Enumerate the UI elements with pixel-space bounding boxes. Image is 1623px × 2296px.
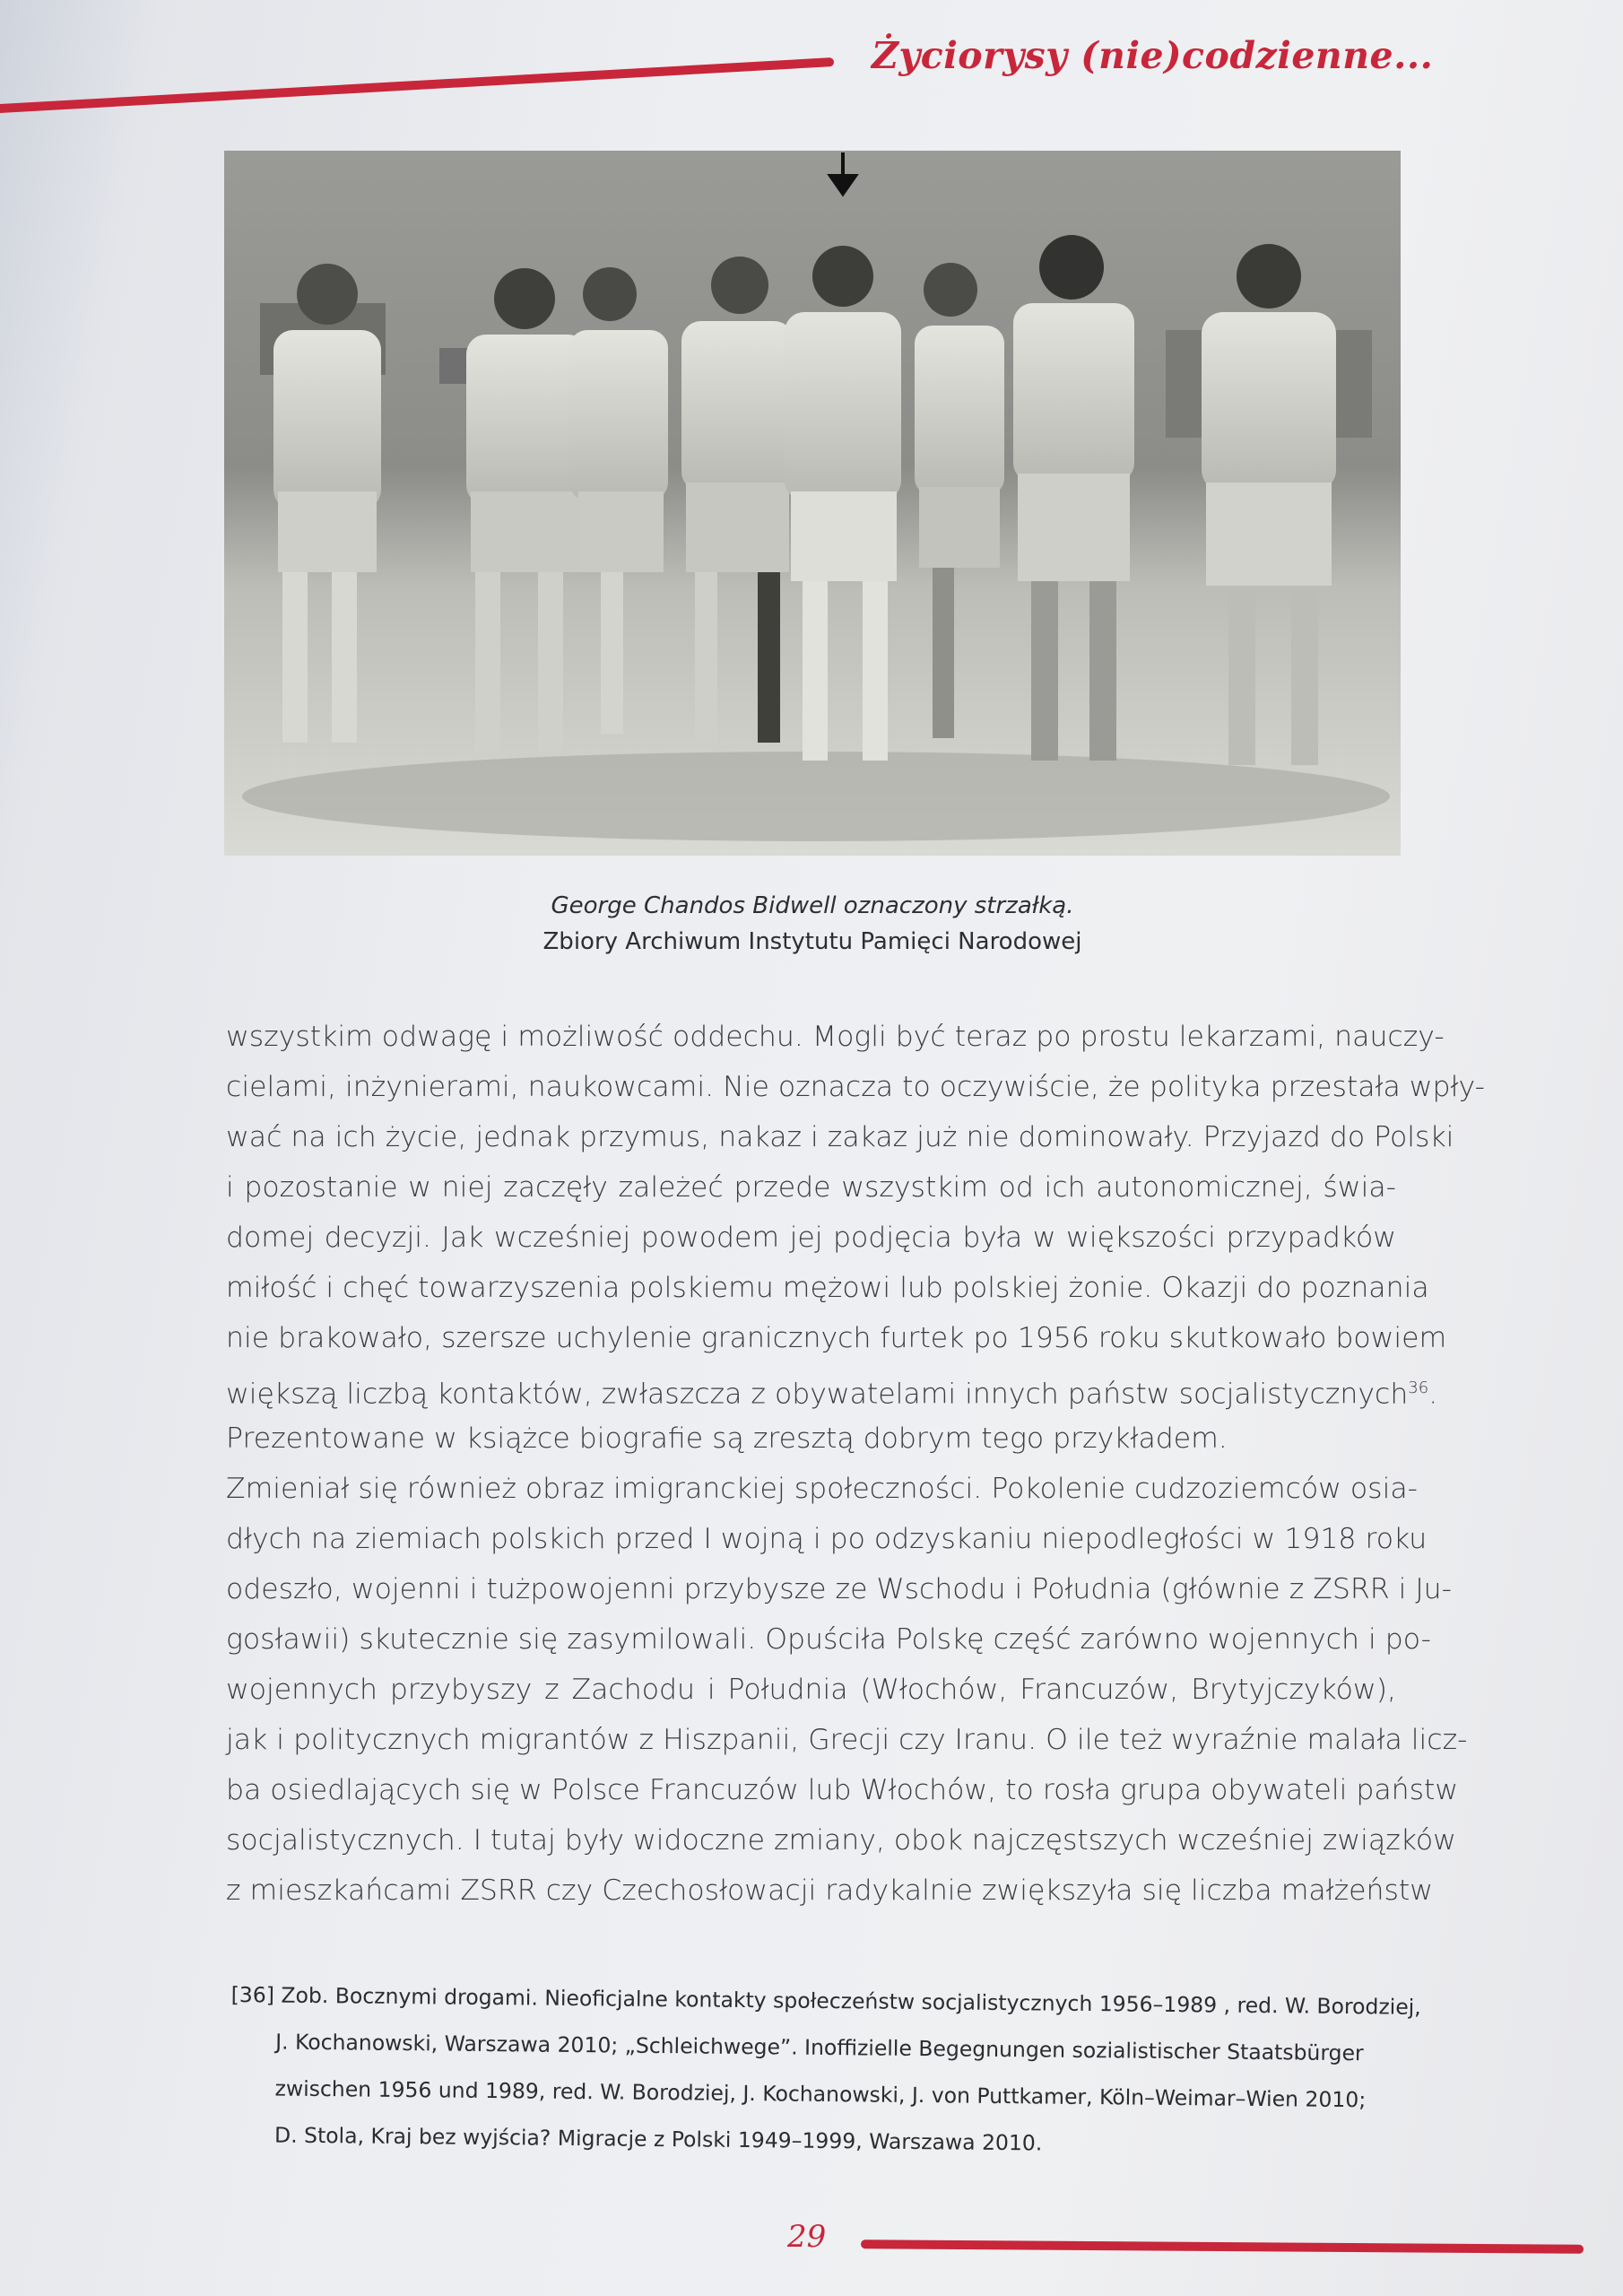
header-rule (0, 57, 834, 115)
body-line: i pozostanie w niej zaczęły zależeć przede wszystkim od ich autonomicznej, świa- (226, 1171, 1396, 1204)
body-line: domej decyzji. Jak wcześniej powodem jej podjęcia była w większości przypadków (226, 1222, 1396, 1254)
body-line: wojennych przybyszy z Zachodu i Południa (Włochów, Francuzów, Brytyjczyków), (226, 1674, 1396, 1706)
body-line: socjalistycznych. I tutaj były widoczne zmiany, obok najczęstszych wcześniej związków (226, 1824, 1456, 1857)
footnote-row: J. Kochanowski, Warszawa 2010; „Schleichwege”. Inoffizielle Begegnungen sozialistischer Staatsbürger (275, 2029, 1364, 2066)
body-text (226, 1012, 1485, 1916)
photo-caption (224, 888, 1401, 960)
archival-photo (224, 151, 1401, 856)
body-line: nie brakowało, szersze uchylenie granicznych furtek po 1956 roku skutkowało bowiem (226, 1322, 1447, 1354)
footnote-ref-suffix: . (1428, 1378, 1438, 1411)
footnote-reference[interactable]: 36 (1408, 1378, 1429, 1397)
body-line: wszystkim odwagę i możliwość oddechu. Mogli być teraz po prostu lekarzami, nauczy- (226, 1021, 1445, 1053)
body-line: z mieszkańcami ZSRR czy Czechosłowacji radykalnie zwiększyła się liczba małżeństw (226, 1874, 1434, 1907)
body-line: jak i politycznych migrantów z Hiszpanii, Grecji czy Iranu. O ile też wyraźnie malała licz- (226, 1724, 1468, 1756)
caption-line-1: George Chandos Bidwell oznaczony strzałką. (551, 892, 1074, 919)
body-line-with-footnote (226, 1363, 1438, 1413)
body-line: cielami, inżynierami, naukowcami. Nie oznacza to oczywiście, że polityka przestała wpły- (226, 1071, 1485, 1103)
body-line: ba osiedlających się w Polsce Francuzów lub Włochów, to rosła grupa obywateli państw (226, 1774, 1459, 1806)
body-line-text: większą liczbą kontaktów, zwłaszcza z obywatelami innych państw socjalistycznych (226, 1378, 1409, 1411)
photo-illustration (224, 151, 1401, 856)
body-line: Zmieniał się również obraz imigranckiej społeczności. Pokolenie cudzoziemców osia- (226, 1473, 1418, 1505)
footnote-text: Zob. Bocznymi drogami. Nieoficjalne kontakty społeczeństw socjalistycznych 1956–1989 , red. W. Borodziej, (281, 1982, 1421, 2020)
body-line: gosławii) skutecznie się zasymilowali. Opuściła Polskę część zarówno wojennych i po- (226, 1623, 1431, 1656)
footnote-row: zwischen 1956 und 1989, red. W. Borodziej, J. Kochanowski, J. von Puttkamer, Köln–Weimar–Wien 2010; (274, 2075, 1367, 2113)
footnote (230, 1971, 1421, 2170)
body-line: wać na ich życie, jednak przymus, nakaz i zakaz już nie dominowały. Przyjazd do Polski (226, 1121, 1454, 1153)
footer-rule (861, 2239, 1584, 2254)
body-line: odeszło, wojenni i tużpowojenni przybysze ze Wschodu i Południa (głównie z ZSRR i Ju- (226, 1573, 1452, 1605)
footnote-row: D. Stola, Kraj bez wyjścia? Migracje z Polski 1949–1999, Warszawa 2010. (273, 2122, 1043, 2156)
page-number: 29 (787, 2219, 827, 2255)
body-line: Prezentowane w książce biografie są zresztą dobrym tego przykładem. (226, 1422, 1228, 1455)
body-line: dłych na ziemiach polskich przed I wojną i po odzyskaniu niepodległości w 1918 roku (226, 1523, 1428, 1555)
footnote-marker: [36] (230, 1981, 275, 2008)
running-header-title: Życiorysy (nie)codzienne... (872, 34, 1434, 77)
caption-line-2: Zbiory Archiwum Instytutu Pamięci Narodowej (542, 928, 1082, 955)
body-line: miłość i chęć towarzyszenia polskiemu mężowi lub polskiej żonie. Okazji do poznania (226, 1272, 1429, 1304)
